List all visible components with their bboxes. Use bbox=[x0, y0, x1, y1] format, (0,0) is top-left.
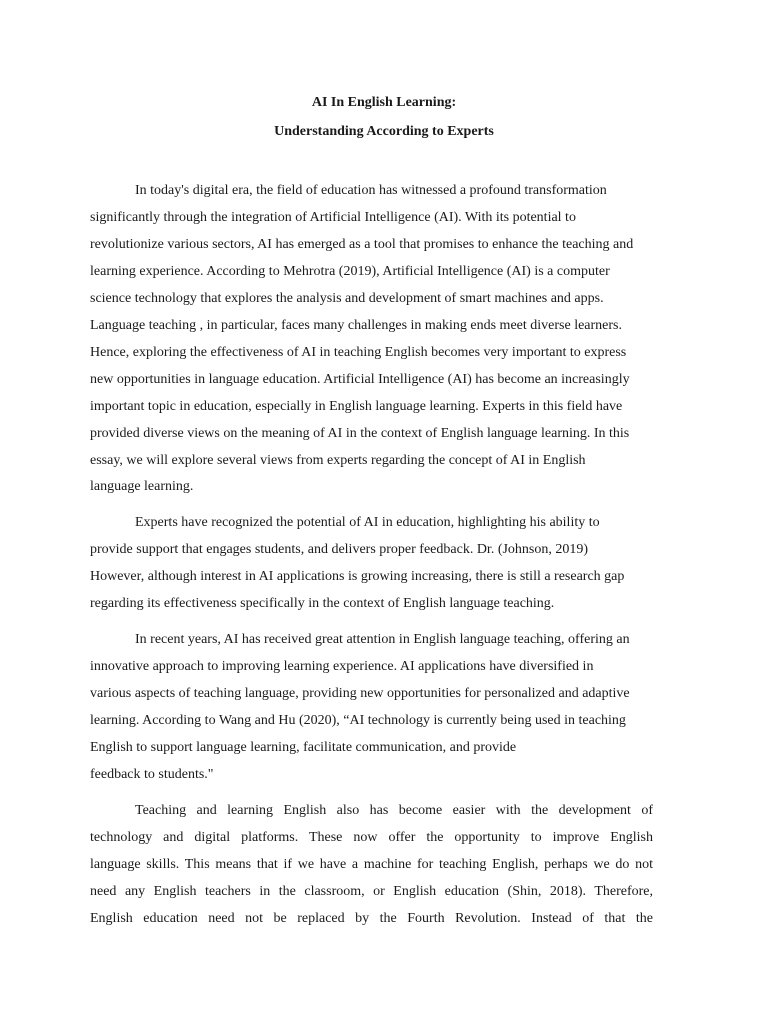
paragraph-line: essay, we will explore several views from experts regarding the concept of AI in English bbox=[90, 453, 586, 468]
paragraph-line: language skills. This means that if we have a machine for teaching English, perhaps we do not bbox=[90, 857, 653, 872]
paragraph-line: Language teaching , in particular, faces many challenges in making ends meet diverse learners. bbox=[90, 318, 622, 333]
paragraph-line: Teaching and learning English also has become easier with the development of bbox=[135, 803, 653, 818]
paragraph-line: provided diverse views on the meaning of AI in the context of English language learning. In this bbox=[90, 426, 630, 441]
paragraph-line: significantly through the integration of Artificial Intelligence (AI). With its potential to bbox=[90, 210, 576, 225]
paragraph-line: Hence, exploring the effectiveness of AI in teaching English becomes very important to express bbox=[90, 345, 627, 360]
paragraph-line: In today's digital era, the field of education has witnessed a profound transformation bbox=[135, 183, 607, 198]
paragraph-line: technology and digital platforms. These now offer the opportunity to improve English bbox=[90, 830, 653, 845]
paragraph-line: provide support that engages students, and delivers proper feedback. Dr. (Johnson, 2019) bbox=[90, 542, 589, 557]
paragraph-line: learning. According to Wang and Hu (2020), “AI technology is currently being used in teaching bbox=[90, 713, 626, 728]
paragraph-line: feedback to students." bbox=[90, 767, 214, 782]
paragraph-line: revolutionize various sectors, AI has emerged as a tool that promises to enhance the teaching and bbox=[90, 237, 634, 252]
paragraph-line: English to support language learning, facilitate communication, and provide bbox=[90, 740, 517, 755]
paragraph-line: English education need not be replaced by the Fourth Revolution. Instead of that the bbox=[90, 911, 653, 926]
paragraph-line: innovative approach to improving learning experience. AI applications have diversified in bbox=[90, 659, 594, 674]
paragraph-line: new opportunities in language education. Artificial Intelligence (AI) has become an increasingly bbox=[90, 372, 630, 387]
paragraph-line: learning experience. According to Mehrotra (2019), Artificial Intelligence (AI) is a computer bbox=[90, 264, 610, 279]
paragraph-line: need any English teachers in the classroom, or English education (Shin, 2018). Therefore, bbox=[90, 884, 653, 899]
paragraph-line: science technology that explores the analysis and development of smart machines and apps. bbox=[90, 291, 604, 306]
paragraph-line: various aspects of teaching language, providing new opportunities for personalized and adaptive bbox=[90, 686, 630, 701]
paragraph-line: important topic in education, especially in English language learning. Experts in this field have bbox=[90, 399, 623, 414]
paragraph-line: Experts have recognized the potential of AI in education, highlighting his ability to bbox=[135, 515, 600, 530]
document-title: AI In English Learning: bbox=[311, 95, 457, 110]
paragraph-line: regarding its effectiveness specifically in the context of English language teaching. bbox=[90, 596, 555, 611]
document-subtitle: Understanding According to Experts bbox=[274, 124, 494, 139]
paragraph-line: language learning. bbox=[90, 479, 194, 494]
paragraph-line: In recent years, AI has received great attention in English language teaching, offering an bbox=[135, 632, 630, 647]
paragraph-line: However, although interest in AI applications is growing increasing, there is still a research gap bbox=[90, 569, 625, 584]
